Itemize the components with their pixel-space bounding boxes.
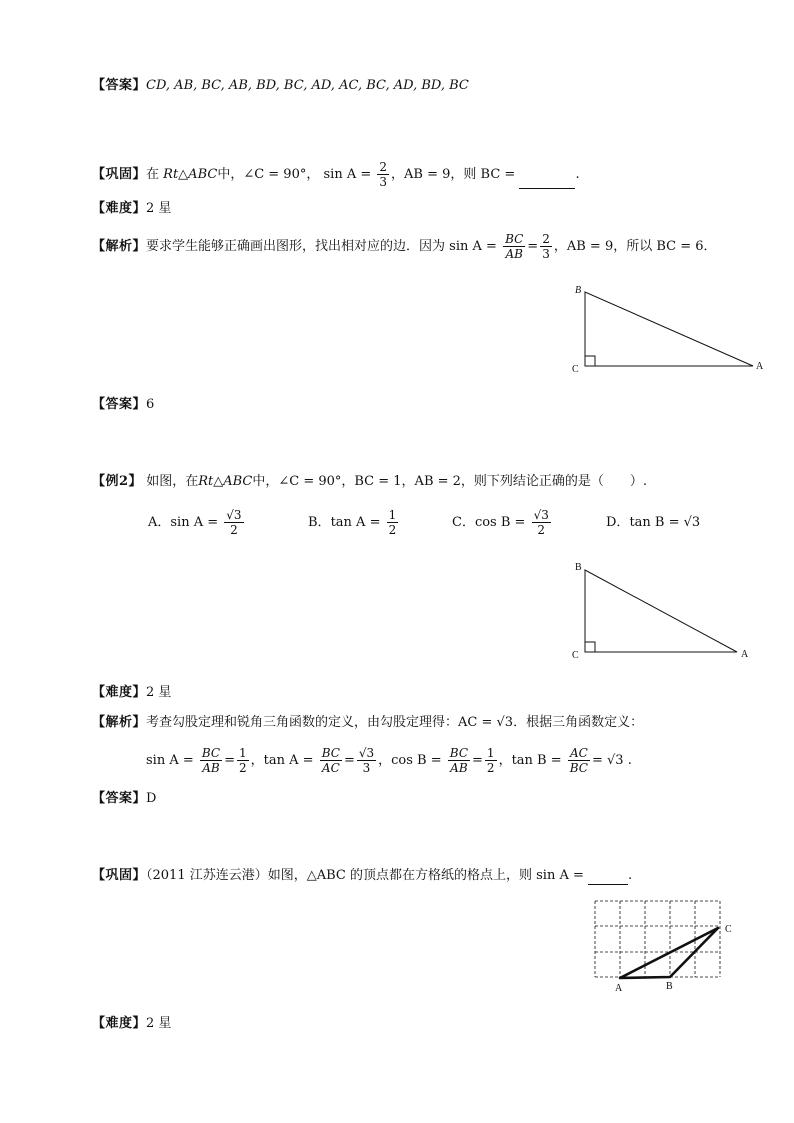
fraction [448,746,470,775]
denominator: AC [321,761,340,775]
answer-blank[interactable] [519,170,575,189]
answer-block-1 [92,77,469,95]
option-label: D． [606,515,630,530]
explanation-text: 要求学生能够正确画出图形，找出相对应的边．因为 [146,239,446,254]
vertex-label-b: B [666,981,673,992]
explanation-2 [92,714,643,732]
triangle [585,570,737,652]
answer-blank[interactable] [588,866,628,885]
vertex-label-c: C [572,364,579,375]
numerator: AC [568,746,590,761]
difficulty-2 [92,684,171,702]
vertex-label-c: C [725,924,732,935]
question-text: （2011 江苏连云港）如图，△ABC 的顶点都在方格纸的格点上，则 sin A = [146,868,584,883]
option-label: C． [452,515,475,530]
triangle-abc [620,928,718,978]
vertex-label-a: A [756,361,764,372]
period: . [575,167,580,182]
denominator: AB [450,761,468,775]
numerator: BC [201,746,221,760]
period: . [628,868,633,883]
question-text: 在 [146,167,160,182]
formula-fn: ，tan A = [250,753,314,768]
difficulty-tag: 【难度】 [92,1016,147,1031]
option-value: √3 [683,515,701,530]
difficulty-value: 2 星 [146,201,172,216]
question-text: ，AB = 9，则 BC = [391,167,516,182]
fraction [532,508,551,537]
explanation-text: ，AB = 9，所以 BC = 6． [553,239,717,254]
answer-value: D [146,791,157,806]
vertex-label-c: C [572,650,579,661]
denominator: AB [202,761,220,775]
numerator: 1 [388,508,397,522]
fraction [485,746,497,775]
answer-tag: 【答案】 [92,78,147,93]
difficulty-value: 2 星 [146,685,172,700]
triangle [585,292,753,366]
difficulty-value: 2 星 [146,1016,172,1031]
vertex-label-b: B [575,285,582,296]
question-text: 中，∠C = 90°， [217,167,320,182]
equals: = [343,753,355,768]
answer-value: 6 [146,397,155,412]
numerator: 1 [486,746,495,760]
fraction [377,160,389,189]
denominator: 2 [388,523,397,537]
formula-result: = √3 . [592,753,632,768]
numerator: BC [505,232,524,246]
difficulty-1 [92,200,171,218]
fraction [540,232,552,261]
denominator: BC [569,761,588,775]
fraction [568,746,590,775]
explanation-tag: 【解析】 [92,715,147,730]
option-expression: sin A = [170,515,219,530]
question-text: 如图，在 [146,474,199,489]
answer-value: CD, AB, BC, AB, BD, BC, AD, AC, BC, AD, BD, BC [146,78,469,93]
fraction [237,746,249,775]
example-2 [92,473,647,491]
formula-fn: ，cos B = [378,753,442,768]
right-angle-mark [585,642,595,652]
option-d[interactable] [606,514,700,532]
right-angle-mark [585,356,595,366]
sin-expression: sin A = [449,239,497,254]
triangle-figure-1 [565,280,775,380]
explanation-text: 考查勾股定理和锐角三角函数的定义，由勾股定理得：AC = √3．根据三角函数定义： [146,715,644,730]
option-expression: tan B = [629,515,680,530]
option-expression: tan A = [330,515,381,530]
question-tag: 【巩固】 [92,868,147,883]
difficulty-3 [92,1015,171,1033]
denominator: 2 [537,523,546,537]
numerator: 1 [239,746,247,760]
grid-figure [585,893,745,995]
equals: = [472,753,483,768]
consolidation-question-2 [92,866,632,885]
question-tag: 【巩固】 [92,167,147,182]
numerator: √3 [226,508,242,522]
fraction [503,232,525,261]
numerator: 2 [542,232,550,246]
example-tag: 【例2】 [92,474,143,489]
option-label: B． [308,515,331,530]
triangle-figure-2 [565,558,765,663]
difficulty-tag: 【难度】 [92,201,147,216]
denominator: AB [505,247,523,261]
denominator: 2 [486,761,495,775]
triangle-label: Rt△ABC [163,167,218,182]
answer-block-3 [92,790,156,808]
fraction [320,746,342,775]
triangle-label: Rt△ABC [198,474,253,489]
equals: = [527,239,539,254]
denominator: 2 [230,523,238,537]
denominator: 3 [379,175,388,189]
fraction [200,746,222,775]
answer-tag: 【答案】 [92,397,147,412]
explanation-1 [92,232,717,261]
equals: = [224,753,236,768]
fraction [224,508,243,537]
option-c[interactable] [452,508,553,537]
numerator: √3 [533,508,549,522]
fraction [387,508,399,537]
option-b[interactable] [308,508,400,537]
explanation-tag: 【解析】 [92,239,147,254]
sin-expression: sin A = [323,167,372,182]
option-expression: cos B = [474,515,526,530]
numerator: √3 [358,746,375,760]
numerator: BC [321,746,340,760]
numerator: 2 [379,160,388,174]
answer-block-2 [92,396,154,414]
denominator: 2 [239,761,247,775]
option-a[interactable] [148,508,246,537]
vertex-label-a: A [741,649,749,660]
answer-tag: 【答案】 [92,791,147,806]
grid-lines [595,901,720,977]
denominator: 3 [362,761,371,775]
explanation-formulas [146,746,632,775]
consolidation-question-1 [92,160,580,189]
numerator: BC [449,746,469,760]
vertex-label-b: B [575,562,582,573]
question-text: 中，∠C = 90°，BC = 1，AB = 2，则下列结论正确的是（ ）. [252,474,648,489]
option-label: A． [148,515,171,530]
formula-fn: sin A = [146,753,194,768]
fraction [357,746,376,775]
denominator: 3 [542,247,550,261]
difficulty-tag: 【难度】 [92,685,147,700]
vertex-label-a: A [615,983,623,994]
formula-fn: ，tan B = [498,753,562,768]
